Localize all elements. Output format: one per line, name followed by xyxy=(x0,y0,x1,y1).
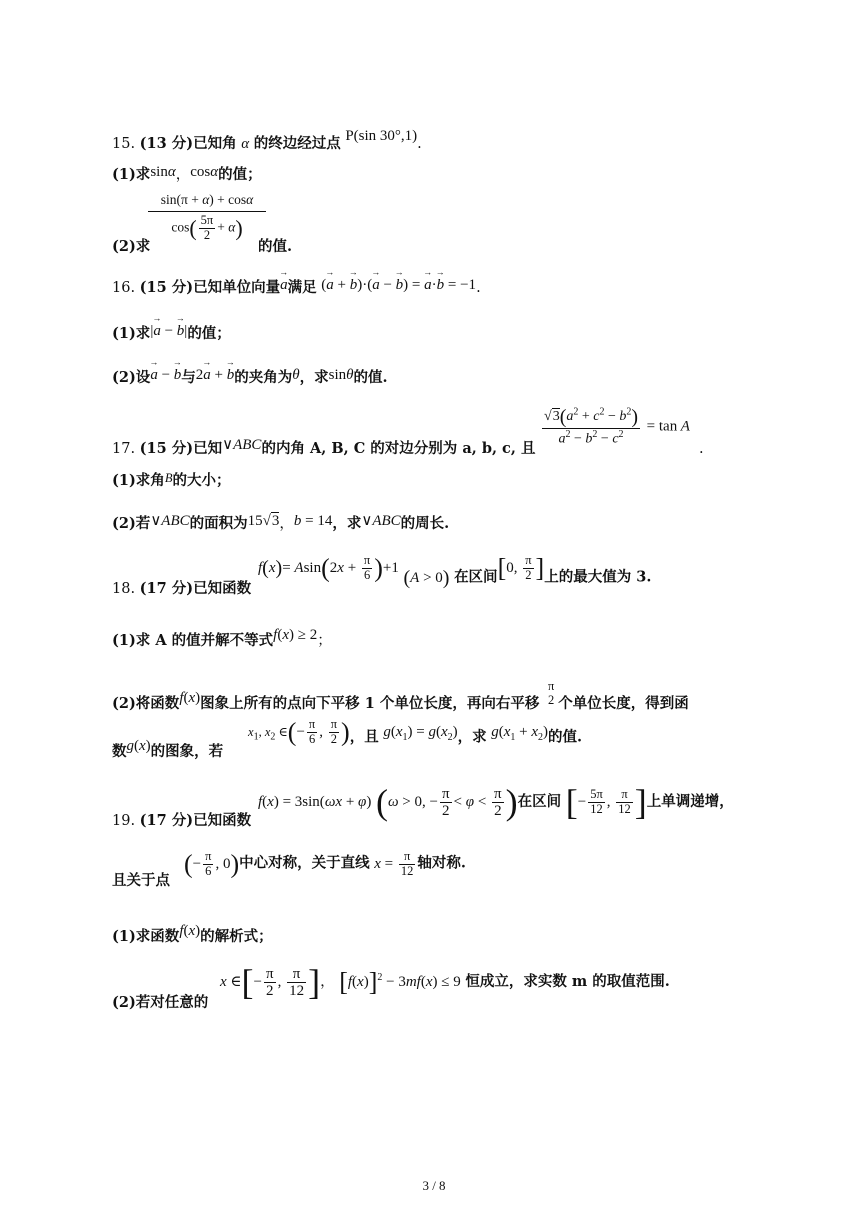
p18-q2-cont: 数g(x)的图象，若 xyxy=(112,738,224,760)
p19-q1: (1)求函数f(x)的解析式； xyxy=(112,923,273,945)
page-number: 3 / 8 xyxy=(422,1178,446,1193)
p18-q2-text-c: 个单位长度，得到函 xyxy=(558,694,689,712)
p19-score: (17 分) xyxy=(139,812,194,829)
p19-text: 已知函数 xyxy=(193,812,252,829)
p15-text-b: 的终边经过点 xyxy=(253,135,341,152)
p19-q2-formulas: x ∈[− $\frac{\pi}{2}$ , $\frac{\pi}{12}$ ]， $[f(x)]^2 - 3mf(x) \le 9$ 恒成立，求实数 m 的取值范围. xyxy=(220,962,670,1002)
p15-alpha: α xyxy=(241,136,250,152)
p19-formula: f(x) = 3sin(ωx + φ) (ω > 0, − $\frac{\pi}{2}$ < φ < $\frac{\pi}{2}$ )在区间 [− $\frac{5\pi}{12}$ , $\frac{\pi}{12}$ ]上单调递增， xyxy=(258,782,734,822)
p18-line xyxy=(112,580,251,598)
p17-score: (15 分) xyxy=(139,440,194,457)
p15-q1-sep: ， xyxy=(175,167,191,183)
p19-line2 xyxy=(112,872,170,890)
p18-q2-cond: $x_1$, $x_2$ ∈(− $\frac{\pi}{6}$ , $\frac{\pi}{2}$ )，且 $g(x_1) = g(x_2)$，求 $g(x_1 + x_2)$的值. xyxy=(248,717,583,746)
p18-q2-g: ，求 xyxy=(457,728,487,746)
p19-text-d: 且关于点 xyxy=(112,872,170,889)
p19-q2-sep: ， xyxy=(320,973,335,990)
p16-line: 16. (15 分)已知单位向量→ a满足 (→ a + → b)·(→ a − → b) = → a·→ b = −1. xyxy=(112,276,481,297)
p15-q1-label: (1)求 xyxy=(112,166,151,183)
p17-q2: (2)若∨ABC的面积为15√3，b = 14，求∨ABC的周长. xyxy=(112,513,450,532)
p16-number: 16. xyxy=(112,280,136,296)
p19-q1-tail: 的解析式； xyxy=(200,928,273,945)
p18-q2-d: 数 xyxy=(112,743,127,760)
p15-sin-alpha: sinα xyxy=(150,164,176,180)
p18-q1-tail: ； xyxy=(317,633,332,649)
p19-line xyxy=(112,812,251,830)
p18-q1-label: (1)求 A 的值并解不等式 xyxy=(112,632,274,649)
p17-q1: (1)求角B的大小； xyxy=(112,471,231,489)
p18-text: 已知函数 xyxy=(193,580,252,597)
p19-text-e: 中心对称，关于直线 xyxy=(239,854,370,872)
p17-number: 17. xyxy=(112,441,136,457)
p17-q2-label: (2)若 xyxy=(112,515,151,532)
p15-q2-label: (2)求 xyxy=(112,238,151,255)
p16-vec-a: → a xyxy=(280,276,288,295)
p19-q2-tail: 恒成立，求实数 m 的取值范围. xyxy=(465,972,670,990)
p16-q2-angle: 的夹角为 xyxy=(234,369,293,386)
p19-interval-label: 在区间 xyxy=(517,792,562,810)
p17-period: . xyxy=(699,441,704,457)
p19-q2 xyxy=(112,994,208,1012)
p17-q2-tail: 的周长. xyxy=(400,515,450,532)
p18-q2-label: (2)将函数 xyxy=(112,694,180,712)
p17-q2-area: 的面积为 xyxy=(189,515,248,532)
p16-q2-tail: 的值. xyxy=(353,369,388,386)
p15-point: P(sin 30°,1) xyxy=(345,128,418,144)
p16-q2: (2)设→ a − → b与2→ a + → b的夹角为θ，求sinθ的值. xyxy=(112,366,388,387)
p17-fraction: $\frac{√3(a^2 + c^2 - b^2)}{a^2 - b^2 - c^2}$ = tan A xyxy=(544,406,690,447)
p17-q1-label: (1)求角 xyxy=(112,472,165,489)
p16-q1-tail: 的值； xyxy=(187,325,231,342)
p18-q1: (1)求 A 的值并解不等式f(x) ≥ 2； xyxy=(112,627,332,649)
p15-q2-tail: 的值. xyxy=(258,238,293,255)
p15-score: (13 分) xyxy=(139,135,194,152)
p19-text-f: 轴对称. xyxy=(417,854,466,872)
p16-text: 已知单位向量 xyxy=(193,279,281,296)
p18-q2: (2)将函数f(x)图象上所有的点向下平移 1 个单位长度，再向右平移 π 2 个单位长度，得到函 xyxy=(112,679,689,712)
p18-number: 18. xyxy=(112,581,136,597)
p16-condition: (→ a + → b)·(→ a − → b) = → a·→ b = −1 xyxy=(321,277,476,293)
p18-q2-f: ，且 xyxy=(349,728,379,746)
p18-interval-label: 在区间 xyxy=(454,568,498,586)
p15-fraction: sin(π + α) + cosα cos( $\frac{5\pi}{2}$ + α) xyxy=(148,192,266,242)
p17-line: 17. (15 分)已知∨ABC的内角 A, B, C 的对边分别为 a, b, c, 且 xyxy=(112,437,536,457)
p19-number: 19. xyxy=(112,813,136,829)
p15-line: 15. (13 分)已知角 α 的终边经过点 P(sin 30°,1). xyxy=(112,128,422,152)
p17-q2-sep: ， xyxy=(279,516,294,532)
p17-text-b: 的内角 A, B, C 的对边分别为 a, b, c, 且 xyxy=(261,440,536,457)
p19-text-c: 上单调递增， xyxy=(646,792,734,810)
p18-q2-text: 图象上所有的点向下平移 1 个单位长度，再向右平移 xyxy=(200,694,540,712)
p16-q2-and: 与 xyxy=(181,369,196,386)
p18-q2-h: 的值. xyxy=(548,728,583,746)
p18-q2-e: 的图象，若 xyxy=(150,743,224,760)
p18-text-c: 上的最大值为 3. xyxy=(544,568,652,586)
p16-text-b: 满足 xyxy=(287,279,317,296)
p15-q1 xyxy=(112,163,262,184)
p16-q1 xyxy=(112,322,231,343)
p16-q2-find: ，求 xyxy=(299,369,329,386)
p16-norm: |→ a − → b| xyxy=(150,323,187,339)
p17-q1-tail: 的大小； xyxy=(172,472,231,489)
p16-q1-label: (1)求 xyxy=(112,325,151,342)
p15-text: 已知角 xyxy=(193,135,237,152)
p15-q1-tail: 的值； xyxy=(218,166,262,183)
p18-formula: f(x)= Asin(2x + $\frac{\pi}{6}$ )+1 (A > 0) 在区间[0, $\frac{\pi}{2}$ ]上的最大值为 3. xyxy=(258,553,652,589)
p15-cos-alpha: cosα xyxy=(190,164,219,180)
p19-line2-formulas: (− $\frac{\pi}{6}$ , 0)中心对称，关于直线 x = $\frac{\pi}{12}$ 轴对称. xyxy=(184,849,466,878)
p19-q2-label: (2)若对任意的 xyxy=(112,994,209,1011)
p15-number: 15. xyxy=(112,136,136,152)
p19-q1-label: (1)求函数 xyxy=(112,928,180,945)
p16-score: (15 分) xyxy=(139,279,194,296)
p18-score: (17 分) xyxy=(139,580,194,597)
p16-q2-label: (2)设 xyxy=(112,369,151,386)
p17-text: 已知 xyxy=(193,440,223,457)
p17-q2-find: ，求 xyxy=(332,515,362,532)
